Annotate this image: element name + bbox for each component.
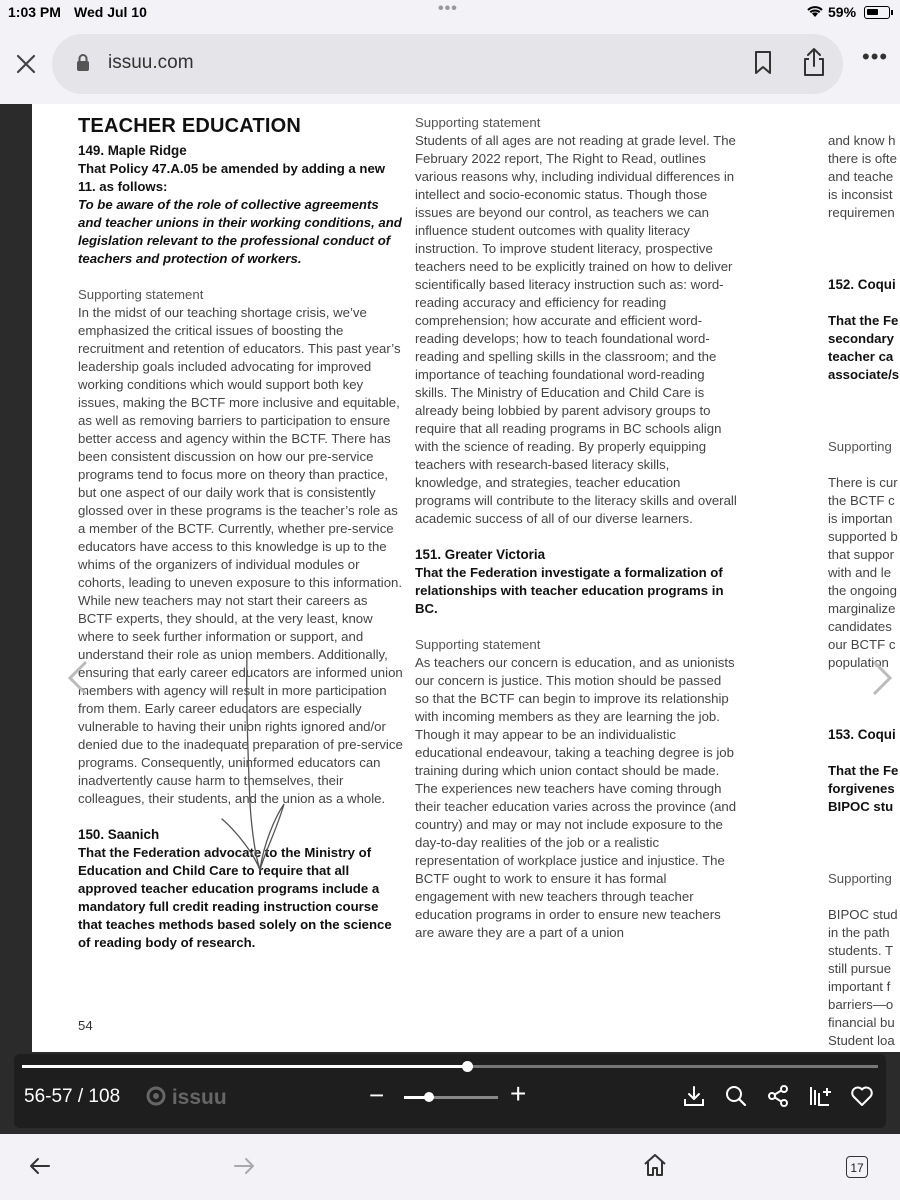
add-to-stack-icon[interactable] — [808, 1084, 834, 1113]
motion-153-support-label: Supporting — [828, 871, 892, 886]
heart-icon[interactable] — [850, 1084, 874, 1113]
home-icon[interactable] — [642, 1152, 668, 1183]
address-bar[interactable] — [52, 34, 843, 94]
tabs-icon[interactable]: 17 — [846, 1156, 868, 1178]
document-page[interactable] — [32, 104, 900, 1052]
forward-arrow-icon[interactable] — [232, 1154, 256, 1183]
motion-152-text: That the Fe secondary teacher ca associate/s — [828, 313, 900, 382]
issuu-logo — [146, 1086, 227, 1110]
status-bar — [0, 0, 900, 26]
zoom-slider[interactable] — [404, 1096, 498, 1099]
motion-153-head: 153. Coqui — [828, 727, 896, 742]
wifi-icon — [806, 4, 824, 21]
zoom-knob[interactable] — [424, 1092, 434, 1102]
url-text: issuu.com — [108, 52, 194, 73]
document-viewer — [0, 104, 900, 1134]
motion-151-support-label: Supporting statement — [415, 637, 541, 652]
battery-icon — [864, 6, 890, 19]
browser-toolbar — [0, 26, 900, 104]
motion-149-head: 149. Maple Ridge — [78, 143, 187, 158]
motion-149-support-label: Supporting statement — [78, 287, 204, 302]
motion-150-support: Students of all ages are not reading at grade level. The February 2022 report, The Right to Read, outlines various reasons why, including individual differences in intellect and socio-economic status. Though those issues are beyond our control, as teachers we can influence student outcomes with quality literacy instruction. To improve student literacy, prospective teachers need to be explicitly trained on how to deliver scientifically based literacy instruction such as: word-reading accuracy and efficiency for reading comprehension; how accurate and efficient word-reading develops; how to teach foundational word-reading and spelling skills in the classroom; and the importance of teaching foundational word-reading skills. The Ministry of Education and Child Care is already being lobbied by parent advisory groups to require that all reading programs in BC schools align with the science of reading. By properly equipping teachers with research-based literacy skills, knowledge, and strategies, teacher education programs will contribute to the literacy skills and overall academic success of all of our diverse learners. — [415, 133, 737, 526]
share-nodes-icon[interactable] — [766, 1084, 790, 1113]
zoom-out-button[interactable]: − — [369, 1080, 385, 1110]
column-1 — [78, 114, 403, 952]
motion-150-text: That the Federation advocate to the Ministry of Education and Child Care to require that all approved teacher education programs include a mandatory full credit reading instruction course that teaches methods based solely on the science of reading body of research. — [78, 845, 392, 950]
battery-percent: 59% — [828, 4, 857, 20]
more-icon[interactable]: ••• — [862, 44, 889, 69]
column-3 — [828, 114, 900, 1052]
page-number: 54 — [78, 1018, 93, 1033]
chevron-left-icon[interactable] — [66, 658, 90, 703]
multitask-dots-icon[interactable]: ••• — [438, 0, 458, 17]
share-icon[interactable] — [802, 46, 826, 83]
motion-149-text: That Policy 47.A.05 be amended by adding a new 11. as follows: — [78, 161, 386, 194]
close-icon[interactable] — [12, 50, 40, 78]
back-arrow-icon[interactable] — [28, 1154, 52, 1183]
issuu-logo-text: issuu — [171, 1086, 227, 1109]
motion-149-support: In the midst of our teaching shortage crisis, we’ve emphasized the critical issues of boosting the recruitment and retention of educators. This past year’s leadership goals included advocating for improved working conditions which would support both key issues, making the BCTF more inclusive and equitable, as well as removing barriers to participation to ensure better access and agency within the BCTF. There has been consistent discussion on how our pre-service programs tend to focus more on theory than practice, but one aspect of our daily work that is consistently glossed over in these programs is the teacher’s role as a member of the BCTF. Currently, whether pre-service educators have access to this knowledge is up to the whims of the organizers of individual modules or cohorts, leading to uneven exposure to this information. While new teachers may not start their careers as BCTF experts, they should, at the very least, know where to seek further information or support, and understand their role as union members. Additionally, ensuring that early career educators are informed union members with agency will result in more participation from them. Early career educators are especially vulnerable to having their union rights ignored and/or denied due to the inadequate preparation of pre-service programs. Consequently, uninformed educators can inadvertently cause harm to themselves, their colleagues, their students, and the union as a whole. — [78, 305, 403, 806]
motion-151-head: 151. Greater Victoria — [415, 547, 546, 562]
progress-knob[interactable] — [462, 1061, 473, 1072]
motion-149-italic: To be aware of the role of collective agreements and teacher unions in their working conditions, and legislation relevant to the professional conduct of teachers and protection of workers. — [78, 197, 402, 266]
motion-152-head: 152. Coqui — [828, 277, 896, 292]
bookmark-icon[interactable] — [752, 50, 774, 81]
search-icon[interactable] — [724, 1084, 748, 1113]
motion-153-support: BIPOC stud in the path students. T still pursue important f barriers—o financial bu Student loa — [828, 907, 898, 1048]
progress-fill — [22, 1065, 467, 1068]
motion-151-text: That the Federation investigate a formalization of relationships with teacher education programs in BC. — [415, 565, 724, 616]
motion-153-text: That the Fe forgivenes BIPOC stu — [828, 763, 899, 814]
motion-151-support: As teachers our concern is education, and as unionists our concern is justice. This motion should be passed so that the BCTF can begin to improve its relationship with incoming members as they are learning the job. Though it may appear to be an individualistic educational endeavour, taking a teaching degree is job training during which union contact should be made. The experiences new teachers have coming through their teacher education varies across the province (and country) and may or may not include exposure to the day-to-day realities of the job or a realistic representation of workplace justice and injustice. The BCTF ought to work to ensure it has formal engagement with new teachers through teacher education programs in order to ensure new teachers are aware they are a part of a union — [415, 655, 737, 940]
motion-150-support-label: Supporting statement — [415, 115, 541, 130]
browser-bottom-nav — [0, 1134, 900, 1200]
viewer-toolbar — [14, 1054, 886, 1128]
zoom-in-button[interactable]: + — [510, 1078, 527, 1109]
section-title: TEACHER EDUCATION — [78, 115, 302, 137]
status-date: Wed Jul 10 — [74, 4, 147, 20]
column-3-text: and know h there is ofte and teache is inconsist requiremen — [828, 133, 897, 220]
chevron-right-icon[interactable] — [870, 658, 894, 703]
motion-152-support: There is cur the BCTF c is importan supported b that suppor with and le the ongoing marginalize candidates our BCTF c population — [828, 475, 898, 670]
column-2 — [415, 114, 737, 942]
download-icon[interactable] — [682, 1084, 706, 1113]
motion-150-head: 150. Saanich — [78, 827, 160, 842]
page-progress-slider[interactable] — [22, 1065, 878, 1068]
motion-152-support-label: Supporting — [828, 439, 892, 454]
viewer-left-margin — [0, 104, 32, 1134]
lock-icon — [76, 53, 90, 78]
status-time: 1:03 PM — [8, 4, 61, 20]
page-counter: 56-57 / 108 — [24, 1086, 121, 1107]
